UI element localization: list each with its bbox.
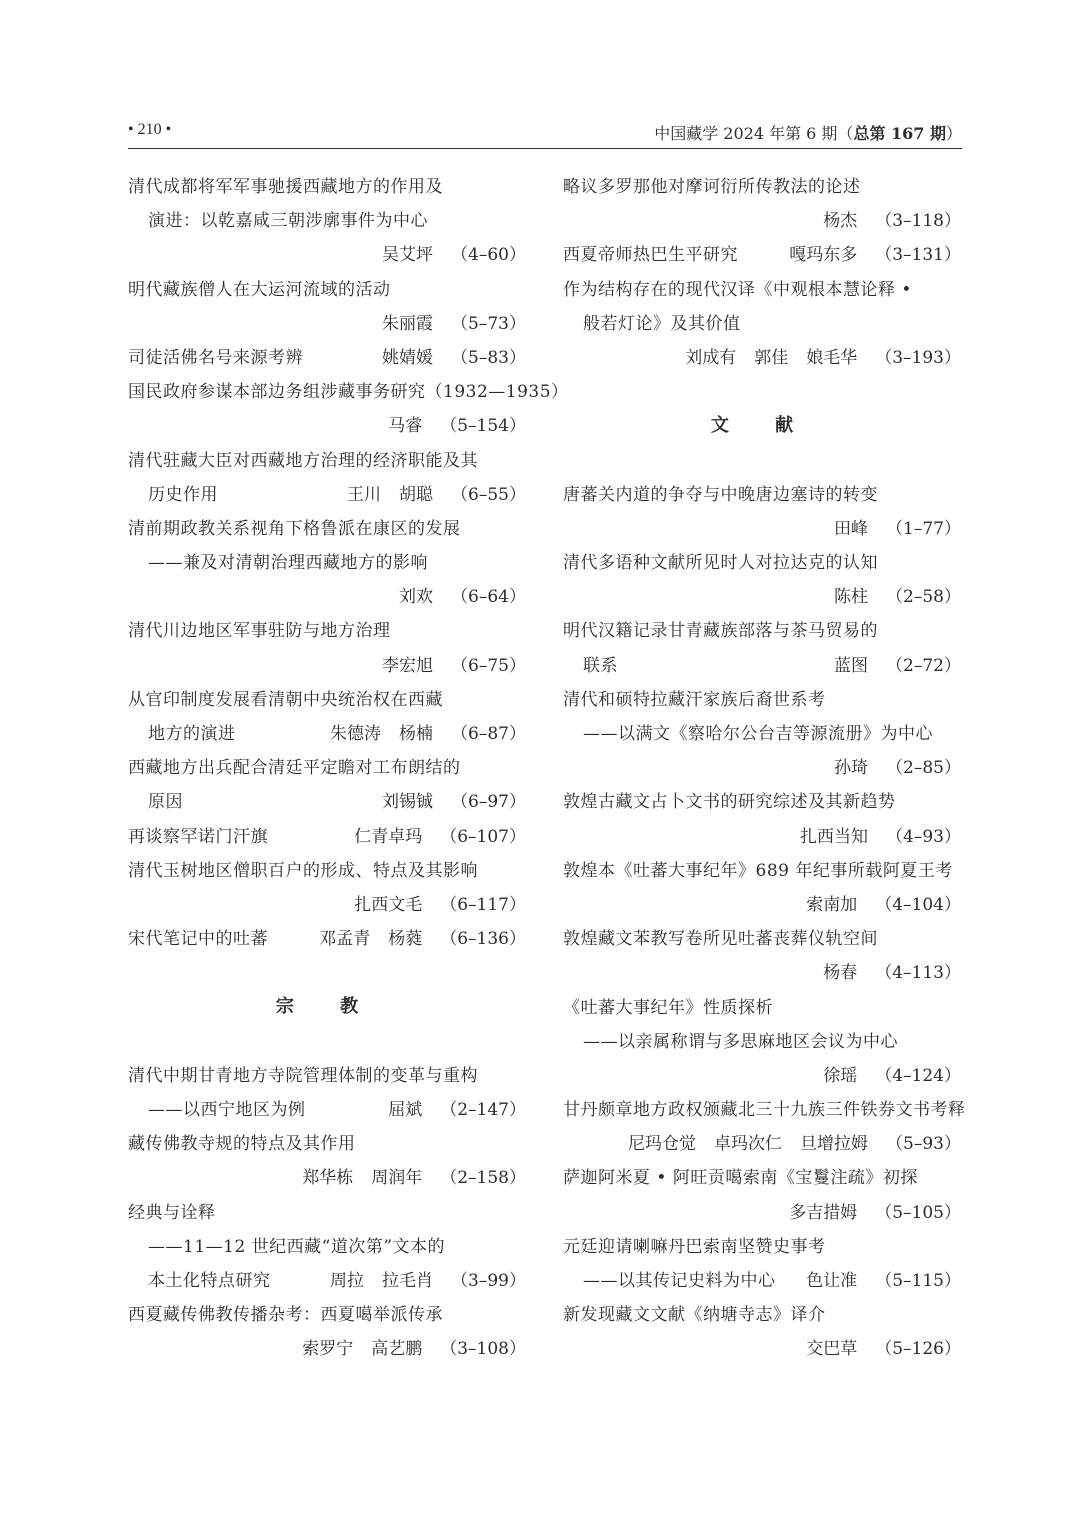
entry-title-text: 清代和硕特拉藏汗家族后裔世系考 [563,689,826,710]
right-column [563,170,966,1367]
entry-title-line [563,649,961,683]
toc-entry [563,238,961,272]
author-name: 邓孟青 [319,929,371,950]
entry-authors [319,922,526,956]
entry-title-text: ——以满文《察哈尔公台吉等源流册》为中心 [583,724,933,745]
running-header [128,121,962,147]
entry-title-text: 般若灯论》及其价值 [583,313,741,334]
entry-title-text: 西夏藏传佛教传播杂考：西夏噶举派传承 [128,1305,443,1326]
toc-entry [563,683,961,786]
entry-author-line [128,888,526,922]
entry-authors [823,1066,961,1086]
entry-authors [685,348,961,368]
entry-title-line [563,785,961,819]
entry-title-line [563,1230,961,1264]
entry-title-line [563,991,961,1025]
entry-author-line [563,1059,961,1093]
entry-authors [354,895,526,915]
toc-entry [563,1093,966,1161]
author-name: 旦增拉姆 [800,1134,869,1155]
entry-author-line [563,751,961,785]
entry-title-text: 略议多罗那他对摩诃衍所传教法的论述 [563,177,861,197]
entry-title-line [563,478,961,512]
section-heading-literature: 文 献 [710,415,814,437]
toc-entry [128,820,526,854]
toc-entry [128,751,526,819]
close-paren: ） [945,124,962,143]
entry-authors [823,211,961,231]
issue-page-ref: （3–193） [875,347,961,368]
entry-title-line [128,717,526,751]
entry-title-line [128,1196,526,1230]
entry-title-text: 甘丹颇章地方政权颁藏北三十九族三件铁券文书考释 [563,1100,966,1121]
author-name: 姚婧媛 [382,347,434,368]
entry-title-text: 清前期政教关系视角下格鲁派在康区的发展 [128,518,461,539]
entry-title-text: 原因 [148,792,183,813]
entry-author-line [563,1127,961,1161]
author-name: 刘成有 [685,347,737,368]
entry-title-text: 作为结构存在的现代汉译《中观根本慧论释 • [563,279,912,300]
entry-title-text: 西藏地方出兵配合清廷平定瞻对工布朗结的 [128,758,461,779]
toc-entry [563,546,961,614]
entry-title-line [563,854,961,888]
issue-total: 总第 167 期 [853,124,946,143]
author-name: 娘毛华 [806,347,858,368]
entry-title-line [128,546,526,580]
issue-page-ref: （4–113） [875,963,961,984]
entry-title-line [128,1230,526,1264]
toc-entry [128,512,526,615]
author-name: 索南加 [806,894,858,915]
author-name: 卓玛次仁 [714,1134,783,1155]
author-name: 田峰 [834,518,869,539]
entry-title-text: 国民政府参谋本部边务组涉藏事务研究（1932—1935） [128,382,569,403]
entry-title-line [563,546,961,580]
entry-title-line [128,170,526,204]
issue-page-ref: （6–75） [451,655,526,676]
page-number: • 210 • [128,121,172,138]
issue-page-ref: （4–124） [875,1065,961,1086]
entry-author-line [563,888,961,922]
issue-page-ref: （1–77） [886,518,961,539]
issue-page-ref: （6–87） [451,724,526,744]
entry-authors [347,478,526,512]
entry-author-line [128,238,526,272]
entry-title-text: 敦煌藏文苯教写卷所见吐蕃丧葬仪轨空间 [563,929,878,950]
issue-page-ref: （5–154） [440,416,526,437]
entry-title-line [128,683,526,717]
entry-authors [806,895,961,915]
toc-entry [128,375,569,443]
entry-title-line [128,1093,526,1127]
toc-entry [563,170,961,238]
toc-entry [563,478,961,546]
religion-section-continued [563,170,961,375]
toc-entry [128,922,526,956]
journal-name: 中国藏学 2024 年第 6 期（ [654,124,854,143]
author-name: 李宏旭 [382,655,434,676]
religion-section [128,1059,526,1367]
entry-title-line [128,375,569,409]
entry-title-text: 《吐蕃大事纪年》性质探析 [563,997,773,1018]
entry-title-text: 清代成都将军军事驰援西藏地方的作用及 [128,177,443,197]
toc-entry [128,683,526,751]
entry-author-line [563,956,961,990]
toc-entry [128,273,526,341]
toc-entry [128,444,526,512]
issue-page-ref: （3–99） [451,1271,526,1292]
author-name: 马睿 [388,416,423,437]
author-name: 嘎玛东多 [789,245,858,266]
entry-author-line [128,1332,526,1366]
author-name: 扎西文毛 [354,894,423,915]
entry-authors [382,314,526,334]
issue-page-ref: （6–107） [440,826,526,847]
author-name: 刘欢 [399,587,434,608]
issue-page-ref: （6–117） [440,894,526,915]
toc-entry [128,1196,526,1299]
entry-authors [382,245,526,265]
author-name: 刘锡铖 [382,792,434,813]
author-name: 杨楠 [399,724,434,744]
entry-title-text: 唐蕃关内道的争夺与中晚唐边塞诗的转变 [563,484,878,505]
entry-title-text: 历史作用 [148,484,218,505]
entry-title-text: 清代多语种文献所见时人对拉达克的认知 [563,553,878,574]
issue-page-ref: （2–85） [886,758,961,779]
entry-title-text: 西夏帝师热巴生平研究 [563,245,738,266]
entry-authors [789,238,961,272]
entry-title-line [563,170,961,204]
author-name: 交巴草 [806,1339,858,1360]
entry-author-line [128,307,526,341]
entry-title-text: ——以西宁地区为例 [148,1100,306,1121]
entry-authors [388,1093,526,1127]
entry-title-line [128,614,526,648]
entry-title-line [128,1127,526,1161]
author-name: 索罗宁 [302,1339,354,1360]
issue-page-ref: （4–93） [886,826,961,847]
entry-authors [388,416,526,436]
toc-entry [128,1127,526,1195]
toc-entry [128,1298,526,1366]
toc-entry [563,1161,961,1229]
entry-authors [834,649,961,683]
entry-authors [628,1134,961,1154]
author-name: 陈柱 [834,587,869,608]
author-name: 徐瑶 [823,1065,858,1086]
entry-title-line [128,785,526,819]
issue-page-ref: （6–64） [451,587,526,608]
issue-page-ref: （2–72） [886,655,961,676]
entry-title-text: 再谈察罕诺门汗旗 [128,826,268,847]
entry-title-text: 敦煌古藏文占卜文书的研究综述及其新趋势 [563,792,896,813]
author-name: 拉毛肖 [382,1271,434,1292]
author-name: 吴艾坪 [382,245,434,266]
author-name: 杨杰 [823,211,858,232]
entry-title-text: 演进：以乾嘉咸三朝涉廓事件为中心 [148,211,428,232]
entry-title-line [128,1059,526,1093]
entry-title-line [563,922,961,956]
literature-section [563,478,966,1367]
author-name: 蓝图 [834,655,869,676]
entry-authors [800,827,961,847]
entry-title-text: 清代驻藏大臣对西藏地方治理的经济职能及其 [128,450,478,471]
author-name: 尼玛仓觉 [628,1134,697,1155]
entry-title-line [563,238,961,272]
entry-title-line [563,1298,961,1332]
entry-title-line [563,1025,961,1059]
entry-title-line [128,204,526,238]
entry-author-line [563,580,961,614]
entry-author-line [563,820,961,854]
toc-entry [563,273,961,376]
entry-title-text: ——11—12 世纪西藏“道次第”文本的 [148,1236,446,1257]
entry-author-line [128,409,526,443]
issue-page-ref: （2–58） [886,587,961,608]
entry-authors [354,820,526,854]
author-name: 郑华栋 [302,1168,354,1189]
entry-authors [302,1168,526,1188]
entry-authors [834,519,961,539]
issue-page-ref: （2–158） [440,1168,526,1189]
issue-page-ref: （5–105） [875,1202,961,1223]
entry-title-line [563,307,961,341]
entry-author-line [128,649,526,683]
toc-entry [563,1298,961,1366]
issue-page-ref: （4–60） [451,245,526,266]
entry-author-line [563,341,961,375]
entry-title-line [128,854,526,888]
issue-page-ref: （2–147） [440,1100,526,1121]
entry-authors [834,758,961,778]
entry-authors [789,1203,961,1223]
toc-entry [563,991,961,1094]
author-name: 孙琦 [834,758,869,779]
toc-entry [563,922,961,990]
issue-page-ref: （6–136） [440,929,526,950]
entry-authors [806,1264,961,1298]
entry-authors [399,587,526,607]
entry-title-text: 地方的演进 [148,724,236,744]
author-name: 扎西当知 [800,826,869,847]
entry-title-line [128,751,526,785]
author-name: 高艺鹏 [371,1339,423,1360]
journal-issue-info [654,121,962,144]
entry-authors [330,1264,526,1298]
entry-title-line [128,478,526,512]
entry-authors [834,587,961,607]
entry-authors [823,963,961,983]
issue-page-ref: （4–104） [875,894,961,915]
issue-page-ref: （5–115） [875,1271,961,1292]
author-name: 杨春 [823,963,858,984]
author-name: 杨蕤 [388,929,423,950]
issue-page-ref: （5–93） [886,1134,961,1155]
author-name: 郭佳 [754,347,789,368]
issue-page-ref: （5–126） [875,1339,961,1360]
section-heading-religion: 宗 教 [275,996,379,1018]
entry-author-line [563,1196,961,1230]
author-name: 色让准 [806,1271,858,1292]
entry-title-line [128,1298,526,1332]
entry-title-line [563,1264,961,1298]
entry-title-text: 明代汉籍记录甘青藏族部落与茶马贸易的 [563,621,878,642]
entry-authors [382,785,526,819]
issue-page-ref: （6–55） [451,484,526,505]
entry-title-line [128,820,526,854]
entry-title-text: 经典与诠释 [128,1202,216,1223]
entry-title-line [128,512,526,546]
entry-title-line [128,1264,526,1298]
entry-title-line [563,717,961,751]
entry-title-text: 从官印制度发展看清朝中央统治权在西藏 [128,689,443,710]
entry-authors [302,1339,526,1359]
entry-title-text: 清代玉树地区僧职百户的形成、特点及其影响 [128,860,478,881]
toc-entry [563,1230,961,1298]
entry-title-text: 宋代笔记中的吐蕃 [128,929,268,950]
issue-page-ref: （5–73） [451,313,526,334]
toc-entry [128,170,526,273]
entry-title-text: 司徒活佛名号来源考辨 [128,347,303,368]
toc-entry [128,1059,526,1127]
entry-title-line [563,1093,966,1127]
author-name: 周拉 [330,1271,365,1292]
author-name: 王川 [347,484,382,505]
entry-title-text: 清代中期甘青地方寺院管理体制的变革与重构 [128,1065,478,1086]
entry-title-text: 明代藏族僧人在大运河流域的活动 [128,279,391,300]
author-name: 屈斌 [388,1100,423,1121]
issue-page-ref: （6–97） [451,792,526,813]
entry-author-line [128,580,526,614]
entry-title-line [563,683,961,717]
issue-page-ref: （5–83） [451,347,526,368]
entry-title-text: ——以亲属称谓与多思麻地区会议为中心 [583,1031,898,1052]
entry-title-line [563,1161,961,1195]
toc-entry [563,854,961,922]
author-name: 多吉措姆 [789,1202,858,1223]
author-name: 朱丽霞 [382,313,434,334]
entry-title-text: 敦煌本《吐蕃大事纪年》689 年纪事所载阿夏王考 [563,860,953,881]
entry-title-line [128,444,526,478]
entry-title-text: 元廷迎请喇嘛丹巴索南坚赞史事考 [563,1236,826,1257]
entry-author-line [128,1161,526,1195]
entry-authors [330,717,526,751]
author-name: 仁青卓玛 [354,826,423,847]
entry-title-text: 清代川边地区军事驻防与地方治理 [128,621,391,642]
entry-title-text: ——兼及对清朝治理西藏地方的影响 [148,553,428,574]
toc-entry [563,614,961,682]
entry-author-line [563,512,961,546]
entry-authors [806,1339,961,1359]
entry-title-text: 新发现藏文文献《纳塘寺志》译介 [563,1305,826,1326]
entry-title-line [563,273,961,307]
toc-entry [563,785,961,853]
author-name: 朱德涛 [330,724,382,744]
entry-title-text: 藏传佛教寺规的特点及其作用 [128,1134,356,1155]
toc-entry [128,341,526,375]
issue-page-ref: （3–108） [440,1339,526,1360]
left-column [128,170,569,1367]
entry-title-text: 联系 [583,655,618,676]
author-name: 胡聪 [399,484,434,505]
history-section [128,170,569,956]
entry-authors [382,341,526,375]
issue-page-ref: （3–131） [875,245,961,266]
entry-title-line [128,273,526,307]
entry-title-text: 本土化特点研究 [148,1271,271,1292]
header-rule [128,148,962,149]
author-name: 周润年 [371,1168,423,1189]
entry-title-line [128,922,526,956]
entry-title-line [563,614,961,648]
entry-author-line [563,1332,961,1366]
toc-entry [128,614,526,682]
entry-title-text: 萨迦阿米夏 • 阿旺贡噶索南《宝鬘注疏》初探 [563,1168,918,1189]
entry-authors [382,656,526,676]
entry-author-line [563,204,961,238]
entry-title-line [128,341,526,375]
entry-title-text: ——以其传记史料为中心 [583,1271,776,1292]
issue-page-ref: （3–118） [875,211,961,232]
toc-entry [128,854,526,922]
